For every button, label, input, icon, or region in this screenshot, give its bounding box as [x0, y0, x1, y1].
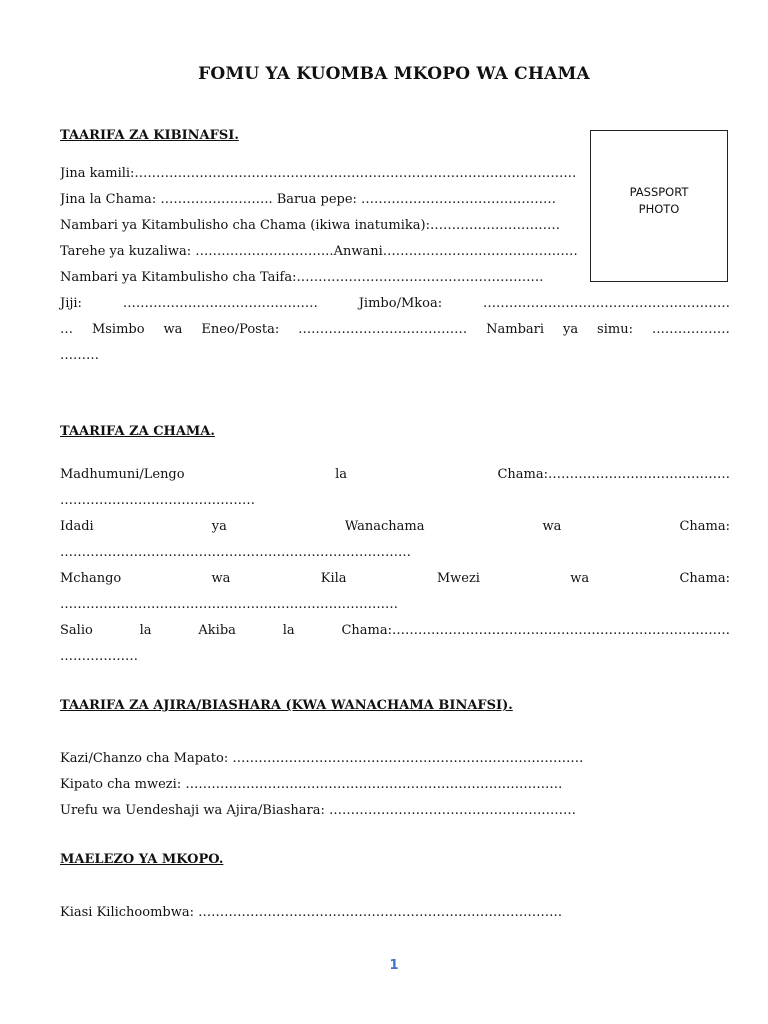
word: Mchango	[60, 571, 122, 586]
word: ya	[562, 322, 579, 337]
section-heading-personal-info: TAARIFA ZA KIBINAFSI.	[60, 128, 239, 143]
word: Wanachama	[344, 519, 425, 534]
field-business-duration[interactable]: Urefu wa Uendeshaji wa Ajira/Biashara: …………………………………………………	[60, 803, 577, 818]
form-title: FOMU YA KUOMBA MKOPO WA CHAMA	[198, 64, 590, 84]
field-savings-balance-cont[interactable]: ………………	[60, 649, 138, 664]
page-number: 1	[389, 958, 399, 973]
field-group-purpose-cont[interactable]: ………………………………………	[60, 493, 255, 508]
word: wa	[211, 571, 231, 586]
label-savings: Chama:……………………………………………………………………	[341, 623, 730, 638]
section-heading-employment-info: TAARIFA ZA AJIRA/BIASHARA (KWA WANACHAMA BINAFSI).	[60, 698, 513, 713]
dots-phone: ………………	[651, 322, 730, 337]
label-postcode: Eneo/Posta:	[201, 322, 280, 337]
section-heading-group-info: TAARIFA ZA CHAMA.	[60, 424, 215, 439]
label-purpose: Chama:……………………………………	[497, 467, 730, 482]
passport-photo-box[interactable]	[590, 130, 728, 282]
photo-label-line1: PASSPORT	[629, 185, 689, 199]
word: wa	[542, 519, 562, 534]
field-group-id-number[interactable]: Nambari ya Kitambulisho cha Chama (ikiwa inatumika):…………………………	[60, 218, 560, 233]
field-monthly-contribution[interactable]	[60, 570, 730, 587]
word: Idadi	[60, 519, 94, 534]
field-group-name-email[interactable]: Jina la Chama: …………………….. Barua pepe: ………………………………………	[60, 192, 557, 207]
field-monthly-contribution-cont[interactable]: ……………………………………………………………………	[60, 597, 398, 612]
field-national-id[interactable]: Nambari ya Kitambulisho cha Taifa:…………………………………………………	[60, 270, 544, 285]
field-savings-balance[interactable]	[60, 622, 730, 639]
field-postcode-phone[interactable]	[60, 321, 730, 338]
dots-city: ………………………………………	[122, 296, 318, 311]
section-heading-loan-details: MAELEZO YA MKOPO.	[60, 852, 224, 867]
word: Msimbo	[91, 322, 145, 337]
dots-region: …………………………………………………	[482, 296, 730, 311]
photo-label-line2: PHOTO	[638, 202, 680, 216]
word: la	[139, 623, 152, 638]
word: Chama:	[679, 519, 730, 534]
word: Salio	[60, 623, 93, 638]
word: wa	[570, 571, 590, 586]
field-member-count[interactable]	[60, 518, 730, 535]
word: Akiba	[198, 623, 236, 638]
field-requested-amount[interactable]: Kiasi Kilichoombwa: …………………………………………………………………………	[60, 905, 563, 920]
field-city-region[interactable]	[60, 295, 730, 312]
word: la	[282, 623, 295, 638]
word: Chama:	[679, 571, 730, 586]
field-monthly-income[interactable]: Kipato cha mwezi: ……………………………………………………………………………	[60, 777, 563, 792]
field-group-purpose[interactable]	[60, 466, 730, 483]
label-region: Jimbo/Mkoa:	[358, 296, 443, 311]
field-member-count-cont[interactable]: ………………………………………………………………………	[60, 545, 411, 560]
field-dob-address[interactable]: Tarehe ya kuzaliwa: …………………………..Anwani………………………………………	[60, 244, 578, 259]
label-phone: simu:	[597, 322, 633, 337]
word: Mwezi	[436, 571, 480, 586]
dots-continuation: …	[60, 322, 73, 337]
word: wa	[163, 322, 183, 337]
field-income-source[interactable]: Kazi/Chanzo cha Mapato: ………………………………………………………………………	[60, 751, 584, 766]
word: la	[335, 467, 347, 482]
word: ya	[211, 519, 227, 534]
label-city: Jiji:	[60, 296, 82, 311]
field-phone-continuation[interactable]: ………	[60, 348, 99, 363]
word: Kila	[320, 571, 347, 586]
word: Nambari	[486, 322, 545, 337]
field-full-name[interactable]: Jina kamili:…………………………………………………………………………………………	[60, 166, 577, 181]
dots-postcode: …………………………………	[298, 322, 468, 337]
word: Madhumuni/Lengo	[60, 467, 185, 482]
